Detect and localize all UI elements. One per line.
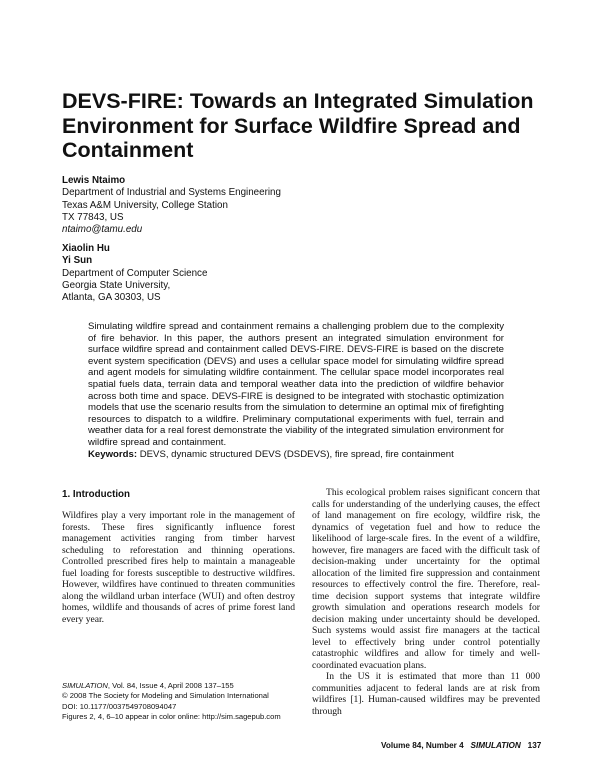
body-paragraph: In the US it is estimated that more than 11 000 communities adjacent to federal lands are at risk from wildfires [1]. Human-caused wildfires may be prevented through: [312, 671, 540, 717]
keywords-label: Keywords:: [88, 449, 138, 460]
author-name: Xiaolin Hu: [62, 243, 110, 254]
footnote-figures: Figures 2, 4, 6–10 appear in color online: http://sim.sagepub.com: [62, 711, 281, 721]
affiliation-line: Department of Computer Science: [62, 267, 208, 279]
keywords: [88, 449, 528, 461]
footer-journal: SIMULATION: [470, 741, 521, 750]
affiliation-line: TX 77843, US: [62, 211, 124, 223]
title-line: DEVS-FIRE: Towards an Integrated Simulation: [62, 89, 534, 113]
body-paragraph: This ecological problem raises significant concern that calls for understanding of the underlying causes, the effect of land management on fire ecology, wildfire risk, the dynamics of vegetation fuel and how to reduce the likelihood of large-scale fires. In the event of a wildfire, however, fire managers are faced with the difficult task of decision-making under uncertainty for the optimal allocation of the limited fire suppression and containment resources to effectively control the fire. Therefore, real-time decision support systems that integrate wildfire growth simulation and operations research models for decision making under uncertainty should be developed. Such systems would assist fire managers at the tactical level to effectively bring under control potentially catastrophic wildfires and allow for timely and well-coordinated evacuation plans.: [312, 487, 540, 671]
title-line: Environment for Surface Wildfire Spread and: [62, 113, 521, 138]
page-number: 137: [527, 741, 542, 750]
footnote-journal: SIMULATION: [62, 681, 108, 690]
page-footer: [381, 741, 541, 750]
footer-volume: Volume 84, Number 4: [381, 741, 464, 750]
first-page-footnote: [62, 681, 302, 722]
right-column-body: [312, 487, 540, 717]
footnote-copyright: © 2008 The Society for Modeling and Simulation International: [62, 691, 269, 701]
author-block-ntaimo: [62, 175, 281, 236]
body-paragraph: Wildfires play a very important role in the management of forests. These fires significantly influence forest management activities ranging from timber harvest scheduling to reforestation and thinning operations. Controlled prescribed fires help to maintain a manageable fuel loading for forests susceptible to destructive wildfires. However, wildfires have continued to threaten communities along the wildland urban interface (WUI) and often destroy homes, wildlife and thousands of acres of prime forest land every year.: [62, 510, 295, 625]
abstract: Simulating wildfire spread and containment remains a challenging problem due to the complexity of fire behavior. In this paper, the authors present an integrated simulation environment for surface wildfire spread and containment called DEVS-FIRE. DEVS-FIRE is based on the discrete event system specification (DEVS) and uses a cellular space model for simulating wildfire spread and agent models for simulating wildfire containment. The cellular space model incorporates real spatial fuels data, terrain data and temporal weather data into the prediction of wildfire behavior across both time and space. DEVS-FIRE is designed to be integrated with stochastic optimization models that use the scenario results from the simulation to determine an optimal mix of firefighting resources to dispatch to a wildfire. Preliminary computational experiments with fuel, terrain and weather data for a real forest demonstrate the viability of the integrated simulation environment for wildfire spread and containment.: [88, 321, 504, 448]
affiliation-line: Department of Industrial and Systems Engineering: [62, 187, 281, 199]
left-column-body: [62, 510, 295, 625]
author-name: Yi Sun: [62, 255, 93, 267]
affiliation-line: Atlanta, GA 30303, US: [62, 292, 161, 304]
paper-title: [62, 89, 562, 163]
author-block-hu-sun: [62, 243, 207, 304]
affiliation-line: Georgia State University,: [62, 279, 171, 291]
affiliation-line: Texas A&M University, College Station: [62, 199, 228, 211]
author-name: Lewis Ntaimo: [62, 175, 126, 186]
footnote-volume: , Vol. 84, Issue 4, April 2008 137–155: [107, 681, 234, 690]
footnote-citation: [62, 681, 302, 691]
footnote-doi: DOI: 10.1177/0037549708094047: [62, 701, 177, 711]
keywords-text: DEVS, dynamic structured DEVS (DSDEVS), fire spread, fire containment: [139, 449, 454, 460]
title-line: Containment: [62, 138, 194, 162]
author-email: ntaimo@tamu.edu: [62, 224, 143, 236]
section-heading-introduction: 1. Introduction: [62, 489, 131, 500]
